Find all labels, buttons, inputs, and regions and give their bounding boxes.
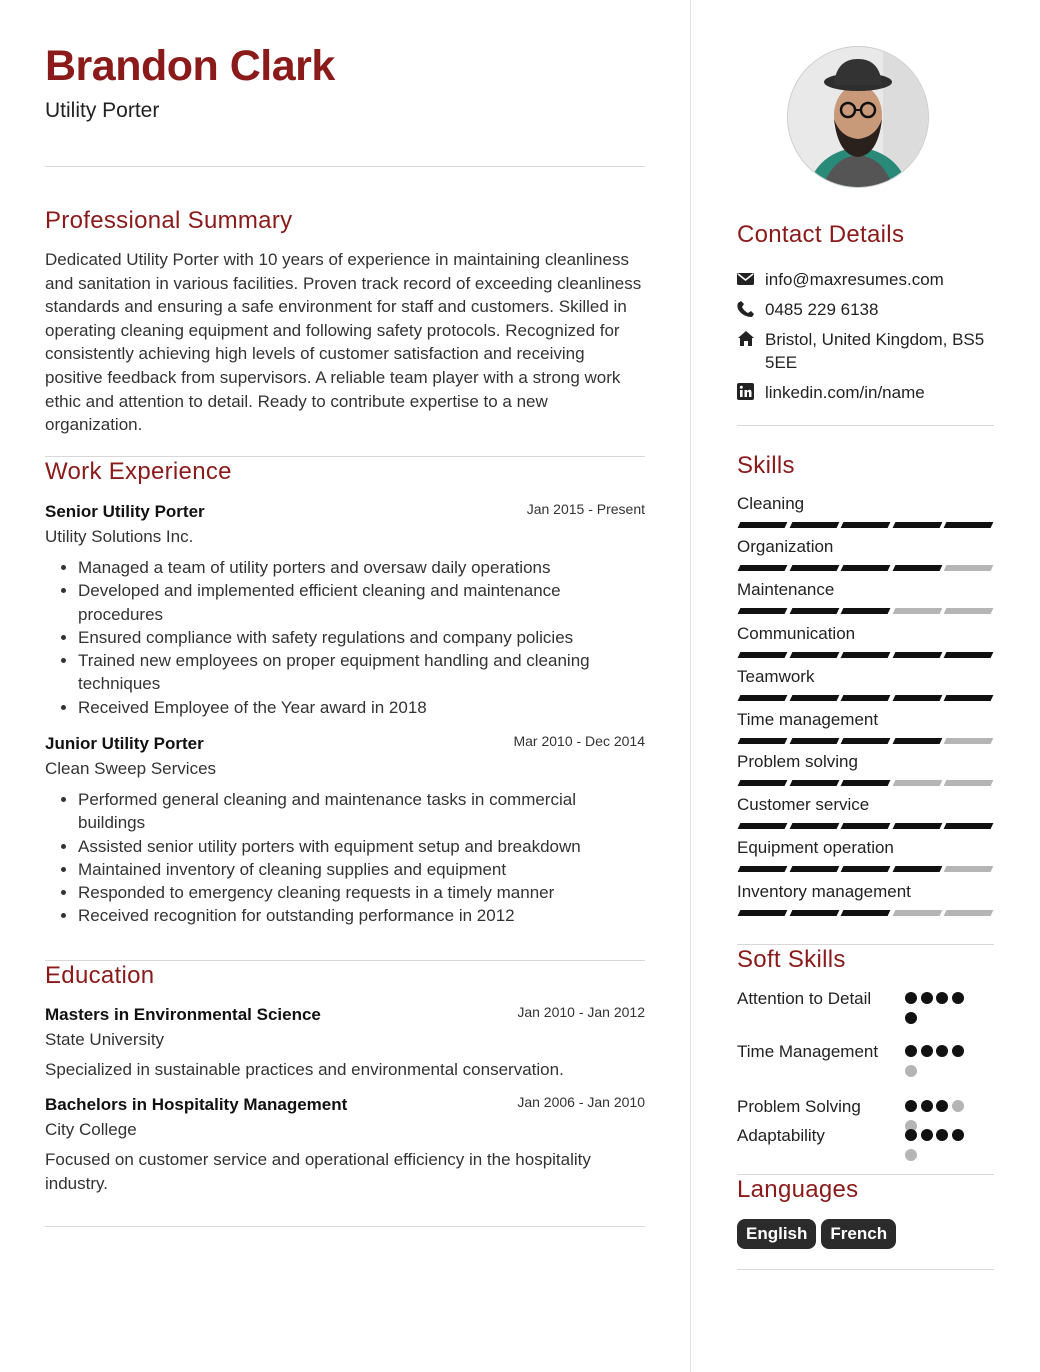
skill-segment-filled: [944, 522, 994, 528]
education-description: Focused on customer service and operational efficiency in the hospitality industry.: [45, 1150, 591, 1193]
skill-segment-filled: [841, 652, 891, 658]
job-company: Utility Solutions Inc.: [45, 527, 194, 546]
soft-skill-rating: [905, 1045, 980, 1085]
skill-segment-filled: [892, 652, 942, 658]
skill-level-bar: [737, 695, 994, 701]
rating-dot-filled: [936, 992, 948, 1004]
skill-label: Problem solving: [737, 752, 858, 771]
bullet-item: • Received recognition for outstanding performance in 2012: [78, 904, 645, 927]
rating-dot-filled: [905, 1100, 917, 1112]
experience-item: [45, 733, 645, 928]
skill-segment-filled: [892, 738, 942, 744]
skill-label: Equipment operation: [737, 838, 894, 857]
skill-segment-filled: [841, 565, 891, 571]
education-divider: [45, 1226, 645, 1227]
skill-label: Time management: [737, 710, 879, 729]
skill-segment-filled: [841, 823, 891, 829]
contact-heading: Contact Details: [737, 221, 905, 248]
degree-title: Masters in Environmental Science: [45, 1005, 321, 1024]
contact-phone[interactable]: [737, 298, 994, 321]
bullet-item: • Managed a team of utility porters and oversaw daily operations: [78, 556, 645, 579]
skill-segment-filled: [892, 695, 942, 701]
bullet-item: • Ensured compliance with safety regulations and company policies: [78, 626, 645, 649]
education-heading: Education: [45, 962, 155, 989]
skill-segment-filled: [841, 738, 891, 744]
rating-dot-filled: [936, 1100, 948, 1112]
skill-segment-filled: [841, 910, 891, 916]
experience-divider: [45, 960, 645, 961]
rating-dot-filled: [921, 992, 933, 1004]
rating-dot-filled: [905, 1129, 917, 1141]
skill-label: Inventory management: [737, 882, 911, 901]
home-icon: [737, 330, 755, 348]
skill-level-bar: [737, 565, 994, 571]
school-name: State University: [45, 1030, 165, 1049]
languages-list: [737, 1219, 901, 1249]
soft-skills-divider: [737, 1174, 994, 1175]
skill-level-bar: [737, 652, 994, 658]
bullet-item: • Developed and implemented efficient cleaning and maintenance procedures: [78, 579, 645, 626]
skill-label: Teamwork: [737, 667, 815, 686]
phone-text: 0485 229 6138: [765, 300, 879, 319]
rating-dot-filled: [952, 1045, 964, 1057]
column-divider: [690, 0, 691, 1372]
education-dates: Jan 2006 - Jan 2010: [517, 1094, 645, 1110]
job-dates: Jan 2015 - Present: [526, 501, 645, 517]
skill-label: Cleaning: [737, 494, 805, 513]
rating-dot-filled: [921, 1045, 933, 1057]
skill-segment-filled: [789, 738, 839, 744]
skill-level-bar: [737, 866, 994, 872]
degree-title: Bachelors in Hospitality Management: [45, 1095, 348, 1114]
rating-dot-filled: [921, 1129, 933, 1141]
skill-level-bar: [737, 522, 994, 528]
contact-divider: [737, 425, 994, 426]
soft-skill-label: Problem Solving: [737, 1097, 861, 1116]
rating-dot-filled: [905, 1045, 917, 1057]
soft-skill-item: [737, 1095, 994, 1120]
rating-dot-filled: [905, 1012, 917, 1024]
job-bullets: [45, 788, 645, 928]
skill-segment-filled: [738, 565, 788, 571]
experience-item: [45, 501, 645, 719]
skill-segment-filled: [841, 866, 891, 872]
skill-label: Customer service: [737, 795, 870, 814]
skill-segment-empty: [892, 910, 942, 916]
skill-segment-filled: [789, 823, 839, 829]
skill-level-bar: [737, 780, 994, 786]
skill-item: [737, 580, 994, 600]
skill-item: [737, 795, 994, 815]
languages-divider: [737, 1269, 994, 1270]
rating-dot-filled: [952, 992, 964, 1004]
skill-label: Communication: [737, 624, 856, 643]
soft-skill-item: [737, 1124, 994, 1149]
bullet-item: • Performed general cleaning and maintenance tasks in commercial buildings: [78, 788, 645, 835]
skill-segment-filled: [841, 780, 891, 786]
skill-label: Maintenance: [737, 580, 835, 599]
skill-item: [737, 752, 994, 772]
skills-heading: Skills: [737, 452, 795, 479]
languages-heading: Languages: [737, 1176, 859, 1203]
rating-dot-empty: [952, 1100, 964, 1112]
skill-segment-filled: [841, 695, 891, 701]
phone-icon: [737, 300, 755, 318]
job-title: Junior Utility Porter: [45, 734, 204, 753]
soft-skill-rating: [905, 992, 980, 1032]
skill-segment-filled: [738, 522, 788, 528]
skill-segment-empty: [892, 608, 942, 614]
bullet-item: • Assisted senior utility porters with equipment setup and breakdown: [78, 835, 645, 858]
rating-dot-filled: [936, 1045, 948, 1057]
skill-item: [737, 537, 994, 557]
summary-heading: Professional Summary: [45, 207, 293, 234]
skill-segment-empty: [944, 565, 994, 571]
rating-dot-filled: [952, 1129, 964, 1141]
skill-segment-empty: [944, 780, 994, 786]
skill-segment-filled: [892, 565, 942, 571]
contact-email[interactable]: [737, 268, 994, 291]
skill-item: [737, 494, 994, 514]
skill-segment-filled: [892, 866, 942, 872]
skill-level-bar: [737, 738, 994, 744]
job-company: Clean Sweep Services: [45, 759, 217, 778]
envelope-icon: [737, 270, 755, 288]
skill-item: [737, 882, 994, 902]
job-title: Senior Utility Porter: [45, 502, 205, 521]
skill-segment-filled: [738, 608, 788, 614]
soft-skill-label: Time Management: [737, 1042, 879, 1061]
language-pill: French: [821, 1219, 896, 1249]
skill-segment-filled: [789, 652, 839, 658]
education-description: Specialized in sustainable practices and environmental conservation.: [45, 1060, 564, 1079]
address-text: Bristol, United Kingdom, BS5 5EE: [765, 330, 985, 372]
linkedin-text: linkedin.com/in/name: [765, 383, 925, 402]
bullet-item: • Responded to emergency cleaning requests in a timely manner: [78, 881, 645, 904]
skill-segment-filled: [789, 608, 839, 614]
skill-level-bar: [737, 910, 994, 916]
candidate-title: Utility Porter: [45, 99, 160, 122]
skill-segment-filled: [789, 780, 839, 786]
summary-divider: [45, 456, 645, 457]
skill-segment-filled: [738, 866, 788, 872]
skill-segment-empty: [944, 608, 994, 614]
skill-segment-filled: [892, 823, 942, 829]
skill-label: Organization: [737, 537, 834, 556]
header-divider: [45, 166, 645, 167]
experience-heading: Work Experience: [45, 458, 232, 485]
skill-segment-filled: [944, 695, 994, 701]
soft-skill-label: Attention to Detail: [737, 989, 872, 1008]
skill-segment-empty: [892, 780, 942, 786]
soft-skills-heading: Soft Skills: [737, 946, 846, 973]
bullet-item: • Received Employee of the Year award in 2018: [78, 696, 645, 719]
soft-skill-label: Adaptability: [737, 1126, 825, 1145]
skill-segment-filled: [789, 565, 839, 571]
soft-skill-rating: [905, 1129, 980, 1169]
soft-skill-item: [737, 1040, 994, 1065]
avatar-illustration: [788, 47, 928, 187]
skill-segment-empty: [944, 910, 994, 916]
summary-text: Dedicated Utility Porter with 10 years of experience in maintaining cleanliness and sanitation in various facilities. Proven track record of exceeding cleanliness standards and ensuring a safe environment for staff and customers. Skilled in operating cleaning equipment and following safety protocols. Recognized for consistently achieving high levels of customer satisfaction and receiving positive feedback from supervisors. A reliable team player with a strong work ethic and attention to detail. Ready to contribute expertise to a new organization.: [45, 250, 642, 435]
skill-segment-filled: [738, 823, 788, 829]
skill-segment-filled: [841, 608, 891, 614]
rating-dot-filled: [936, 1129, 948, 1141]
skill-segment-filled: [789, 866, 839, 872]
contact-address: [737, 328, 994, 374]
skill-item: [737, 624, 994, 644]
education-item: [45, 1094, 645, 1195]
skill-segment-filled: [944, 652, 994, 658]
skill-segment-filled: [738, 780, 788, 786]
skill-segment-filled: [789, 522, 839, 528]
education-dates: Jan 2010 - Jan 2012: [517, 1004, 645, 1020]
bullet-item: • Trained new employees on proper equipment handling and cleaning techniques: [78, 649, 645, 696]
skill-segment-filled: [841, 522, 891, 528]
rating-dot-empty: [905, 1149, 917, 1161]
linkedin-icon: [737, 383, 755, 401]
education-item: [45, 1004, 645, 1082]
skill-level-bar: [737, 823, 994, 829]
skill-item: [737, 667, 994, 687]
skill-item: [737, 710, 994, 730]
skill-segment-filled: [738, 652, 788, 658]
skill-segment-filled: [738, 910, 788, 916]
email-text: info@maxresumes.com: [765, 270, 944, 289]
skill-segment-filled: [738, 695, 788, 701]
skill-segment-filled: [789, 910, 839, 916]
rating-dot-filled: [921, 1100, 933, 1112]
school-name: City College: [45, 1120, 137, 1139]
candidate-name: Brandon Clark: [45, 42, 335, 90]
skill-level-bar: [737, 608, 994, 614]
skill-segment-filled: [892, 522, 942, 528]
profile-photo: [787, 46, 929, 188]
skill-segment-filled: [738, 738, 788, 744]
job-dates: Mar 2010 - Dec 2014: [513, 733, 645, 749]
skill-segment-filled: [789, 695, 839, 701]
job-bullets: [45, 556, 645, 719]
skill-segment-filled: [944, 823, 994, 829]
skills-divider: [737, 944, 994, 945]
skill-segment-empty: [944, 866, 994, 872]
language-pill: English: [737, 1219, 816, 1249]
rating-dot-empty: [905, 1065, 917, 1077]
skill-segment-empty: [944, 738, 994, 744]
contact-linkedin[interactable]: [737, 381, 994, 404]
bullet-item: • Maintained inventory of cleaning supplies and equipment: [78, 858, 645, 881]
soft-skill-item: [737, 987, 994, 1012]
skill-item: [737, 838, 994, 858]
rating-dot-filled: [905, 992, 917, 1004]
